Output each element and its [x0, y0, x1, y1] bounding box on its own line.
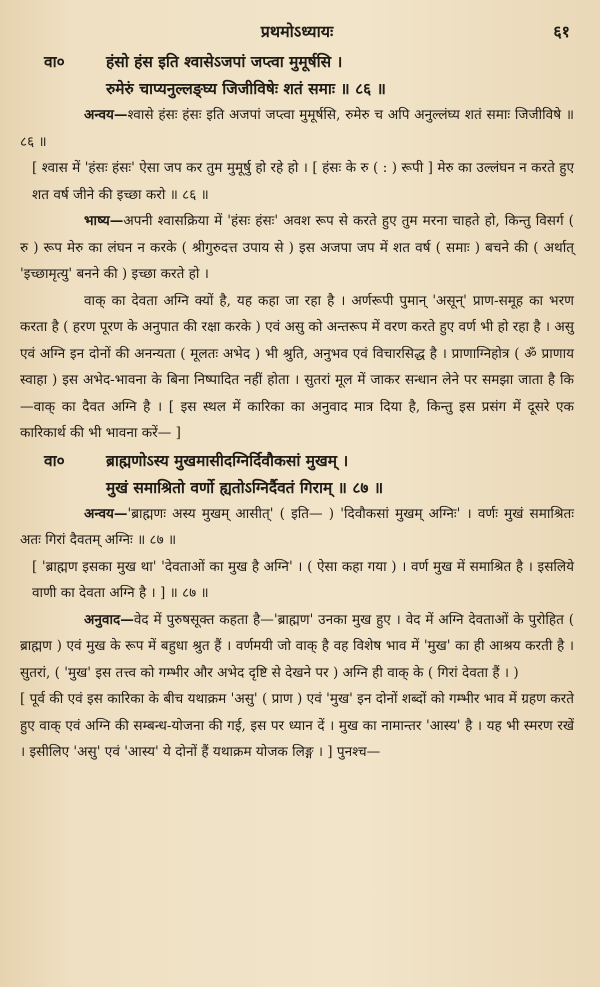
- bhashya-label: भाष्य—: [84, 213, 124, 229]
- anvaya-87: [20, 501, 574, 554]
- verse-line-1: ब्राह्मणोऽस्य मुखमासीदग्निर्दिवौकसां मुखम् ।: [106, 450, 349, 470]
- running-head: [20, 14, 574, 48]
- page-number: ६१: [553, 22, 570, 41]
- translation-87: [ 'ब्राह्मण इसका मुख था' 'देवताओं का मुख है अग्नि' । ( ऐसा कहा गया ) । वर्ण मुख में समाश्रित है । इसलिये वाणी का देवता अग्नि है । ] ॥ ८७ ॥: [32, 558, 574, 601]
- bhashya-86: [20, 208, 574, 288]
- anvaya-label: अन्वय—: [84, 107, 128, 123]
- anvaya-text: श्वासे हंसः हंसः इति अजपां जप्त्वा मुमूर्षसि, रुमेरु च अपि अनुल्लंघ्य शतं समाः जिजीविषे ॥ ८६ ॥: [20, 107, 574, 150]
- closing-note: [ पूर्व की एवं इस कारिका के बीच यथाक्रम 'असु' ( प्राण ) एवं 'मुख' इन दोनों शब्दों को गम्भीर भाव में ग्रहण करते हुए वाक् एवं अग्नि की सम्बन्ध-योजना की गई, इस पर ध्यान दें । मुख का नामान्तर 'आस्य' है । यह भी स्मरण रखें । इसीलिए 'असु' एवं 'आस्य' ये दोनों हैं यथाक्रम योजक लिङ्ग । ] पुनश्च—: [20, 691, 574, 760]
- translation-86: [ श्वास में 'हंसः हंसः' ऐसा जप कर तुम मुमूर्षु हो रहे हो । [ हंसः के रु ( : ) रूपी ] मेरु का उल्लंघन न करते हुए शत वर्ष जीने की इच्छा करो ॥ ८६ ॥: [32, 160, 574, 203]
- verse-label: वा०: [44, 450, 65, 470]
- anuvad-label: अनुवाद—: [84, 611, 134, 628]
- anvaya-86: [20, 102, 574, 155]
- anvaya-text: 'ब्राह्मणः अस्य मुखम् आसीत्' ( इति— ) 'दिवौकसां मुखम् अग्निः' । वर्णः मुखं समाश्रितः अतः गिरां दैवतम् अग्निः ॥ ८७ ॥: [20, 505, 574, 548]
- verse-87: [20, 447, 574, 501]
- verse-line-2: रुमेरुं चाप्यनुल्लङ्घ्य जिजीविषेः शतं समाः ॥ ८६ ॥: [106, 79, 386, 98]
- chapter-title: प्रथमोऽध्यायः: [260, 22, 334, 41]
- anuvad-text: वेद में पुरुषसूक्त कहता है—'ब्राह्मण' उनका मुख हुए । वेद में अग्नि देवताओं के पुरोहित ( ब्राह्मण ) एवं मुख के रूप में बहुधा श्रुत हैं । वर्णमयी जो वाक् है वह विशेष भाव में 'मुख' का ही आश्रय करती है । सुतरां, ( 'मुख' इस तत्त्व को गम्भीर और अभेद दृष्टि से देखने पर ) अग्नि ही वाक् के ( गिरां देवता हैं । ): [20, 611, 574, 681]
- verse-label: वा०: [44, 52, 65, 71]
- vak-paragraph: वाक् का देवता अग्नि क्यों है, यह कहा जा रहा है । अर्णरूपी पुमान् 'असून्' प्राण-समूह का भरण करता है ( हरण पूरण के अनुपात की रक्षा करके ) एवं असु को अन्तरूप में वरण करते हुए वर्ण भी हो रहा है । असु एवं अग्नि इन दोनों की अनन्यता ( मूलतः अभेद ) भी श्रुति, अनुभव एवं विचारसिद्ध है । प्राणाग्निहोत्र ( ॐ प्राणाय स्वाहा ) इस अभेद-भावना के बिना निष्पादित नहीं होता । सुतरां मूल में जाकर सन्धान लेने पर समझा जाता है कि—वाक् का दैवत अग्नि है । [ इस स्थल में कारिका का अनुवाद मात्र दिया है, किन्तु इस प्रसंग में दूसरे एक कारिकार्थ की भी भावना करें— ]: [20, 292, 574, 441]
- verse-line-2: मुखं समाश्रितो वर्णो ह्यतोऽग्निर्दैवतं गिराम् ॥ ८७ ॥: [106, 477, 384, 497]
- verse-line-1: हंसो हंस इति श्वासेऽजपां जप्त्वा मुमूर्षसि ।: [106, 52, 343, 71]
- anuvad-87: [20, 607, 574, 687]
- verse-86: [20, 48, 574, 102]
- anvaya-label: अन्वय—: [84, 505, 128, 522]
- bhashya-text: अपनी श्वासक्रिया में 'हंसः हंसः' अवश रूप से करते हुए तुम मरना चाहते हो, किन्तु विसर्ग ( रु ) रूप मेरु का लंघन न करके ( श्रीगुरुदत्त उपाय से ) इस अजपा जप में शत वर्ष ( समाः ) बचने की ( अर्थात् 'इच्छामृत्यु' बनने की ) इच्छा करते हो ।: [20, 213, 574, 282]
